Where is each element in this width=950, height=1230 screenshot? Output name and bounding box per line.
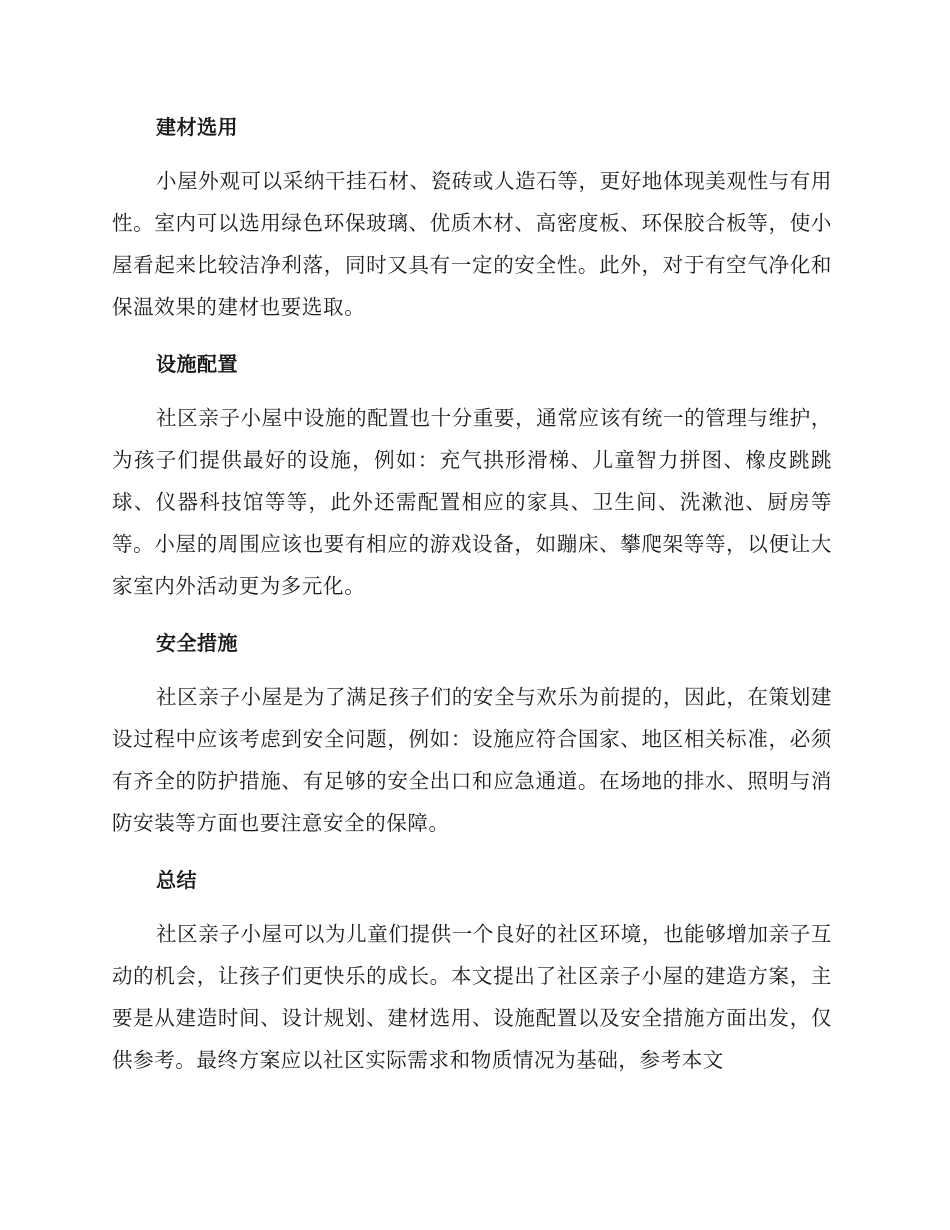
section-body-safety: 社区亲子小屋是为了满足孩子们的安全与欢乐为前提的，因此，在策划建设过程中应该考虑到安全问题，例如：设施应符合国家、地区相关标准，必须有齐全的防护措施、有足够的安全出口和应急通道。在场地的排水、照明与消防安装等方面也要注意安全的保障。 <box>112 685 832 835</box>
section-heading-safety: 安全措施 <box>156 631 238 655</box>
section-heading-summary: 总结 <box>156 868 197 892</box>
section-heading-facilities: 设施配置 <box>156 352 238 376</box>
section-heading-materials: 建材选用 <box>156 115 238 139</box>
section-body-summary: 社区亲子小屋可以为儿童们提供一个良好的社区环境，也能够增加亲子互动的机会，让孩子们更快乐的成长。本文提出了社区亲子小屋的建造方案，主要是从建造时间、设计规划、建材选用、设施配置以及安全措施方面出发，仅供参考。最终方案应以社区实际需求和物质情况为基础，参考本文 <box>112 922 832 1072</box>
section-body-materials: 小屋外观可以采纳干挂石材、瓷砖或人造石等，更好地体现美观性与有用性。室内可以选用绿色环保玻璃、优质木材、高密度板、环保胶合板等，使小屋看起来比较洁净利落，同时又具有一定的安全性。此外，对于有空气净化和保温效果的建材也要选取。 <box>112 169 832 319</box>
section-body-facilities: 社区亲子小屋中设施的配置也十分重要，通常应该有统一的管理与维护，为孩子们提供最好的设施，例如：充气拱形滑梯、儿童智力拼图、橡皮跳跳球、仪器科技馆等等，此外还需配置相应的家具、卫生间、洗漱池、厨房等等。小屋的周围应该也要有相应的游戏设备，如蹦床、攀爬架等等，以便让大家室内外活动更为多元化。 <box>112 406 832 598</box>
